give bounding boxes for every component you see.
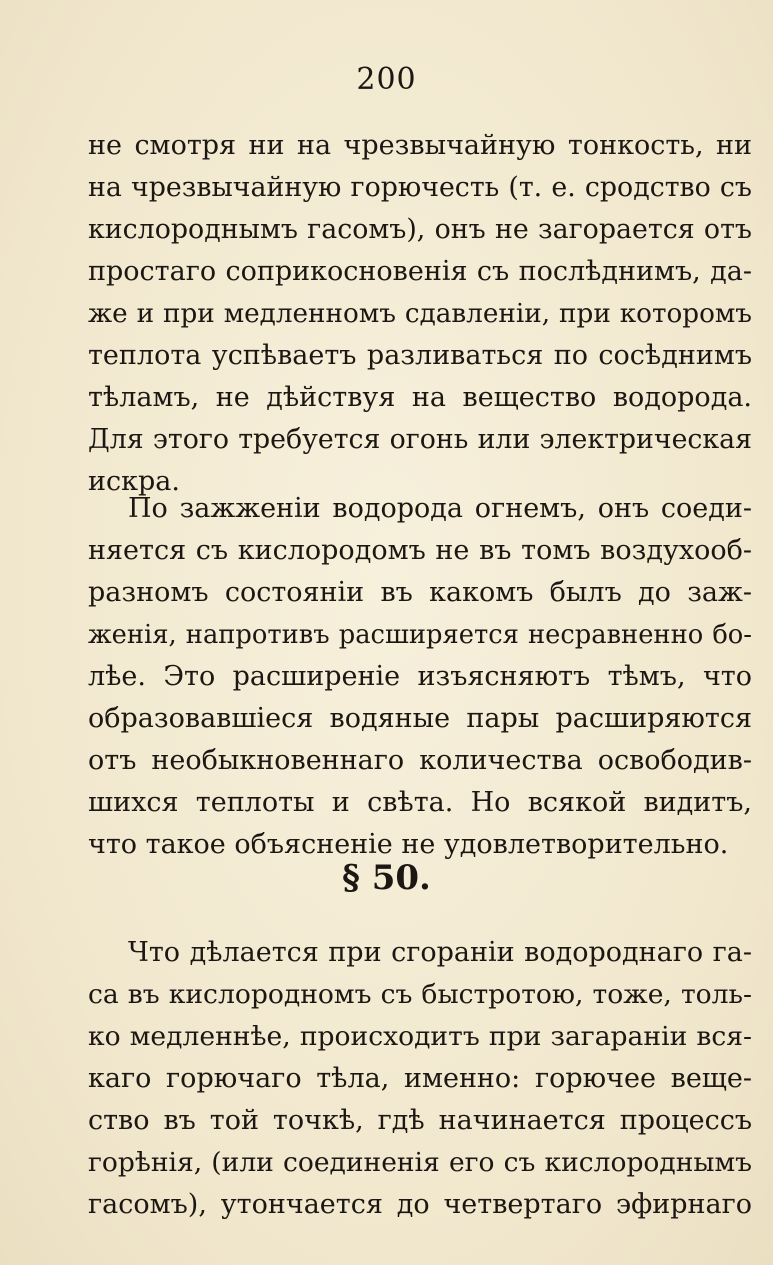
text-line: тѣламъ, не дѣйствуя на вещество водорода.	[88, 382, 752, 413]
text-line: лѣе. Это расширеніе изъясняютъ тѣмъ, что	[88, 661, 752, 692]
text-line: теплота успѣваетъ разливаться по сосѣднимъ	[88, 340, 752, 371]
text-line: же и при медленномъ сдавленіи, при которомъ	[88, 299, 752, 329]
section-heading: § 50.	[342, 858, 431, 898]
text-line: на чрезвычайную горючесть (т. е. сродство съ	[88, 172, 752, 203]
page-number: 200	[356, 62, 417, 97]
text-line: разномъ состояніи въ какомъ былъ до заж-	[88, 577, 752, 608]
text-line: Что дѣлается при сгораніи водороднаго га-	[128, 937, 752, 968]
text-line: ство въ той точкѣ, гдѣ начинается процессъ	[88, 1105, 752, 1136]
text-line: женія, напротивъ расширяется несравненно бо-	[88, 620, 752, 650]
text-line: ко медленнѣе, происходитъ при загараніи вся-	[88, 1021, 752, 1052]
paragraph-1	[88, 125, 752, 503]
text-line: не смотря ни на чрезвычайную тонкость, ни	[88, 130, 752, 161]
text-line: отъ необыкновеннаго количества освободив-	[88, 745, 752, 776]
text-line: По зажженіи водорода огнемъ, онъ соеди-	[128, 493, 752, 524]
text-line: гасомъ), утончается до четвертаго эфирнаго	[88, 1189, 752, 1220]
text-line: искра.	[88, 466, 180, 497]
text-line: простаго соприкосновенія съ послѣднимъ, да-	[88, 256, 752, 287]
paragraph-2	[88, 488, 752, 866]
text-line: горѣнія, (или соединенія его съ кислороднымъ	[88, 1147, 752, 1178]
text-line: кислороднымъ гасомъ), онъ не загорается отъ	[88, 214, 752, 245]
text-line: что такое объясненіе не удовлетворительно.	[88, 829, 729, 860]
text-line: образовавшіеся водяные пары расширяются	[88, 703, 752, 734]
text-line: каго горючаго тѣла, именно: горючее веще-	[88, 1063, 752, 1094]
text-line: няется съ кислородомъ не въ томъ воздухооб-	[88, 535, 752, 566]
text-line: Для этого требуется огонь или электрическая	[88, 424, 752, 455]
text-line: шихся теплоты и свѣта. Но всякой видитъ,	[88, 787, 752, 818]
paragraph-3	[88, 932, 752, 1226]
text-line: са въ кислородномъ съ быстротою, тоже, толь-	[88, 979, 752, 1010]
